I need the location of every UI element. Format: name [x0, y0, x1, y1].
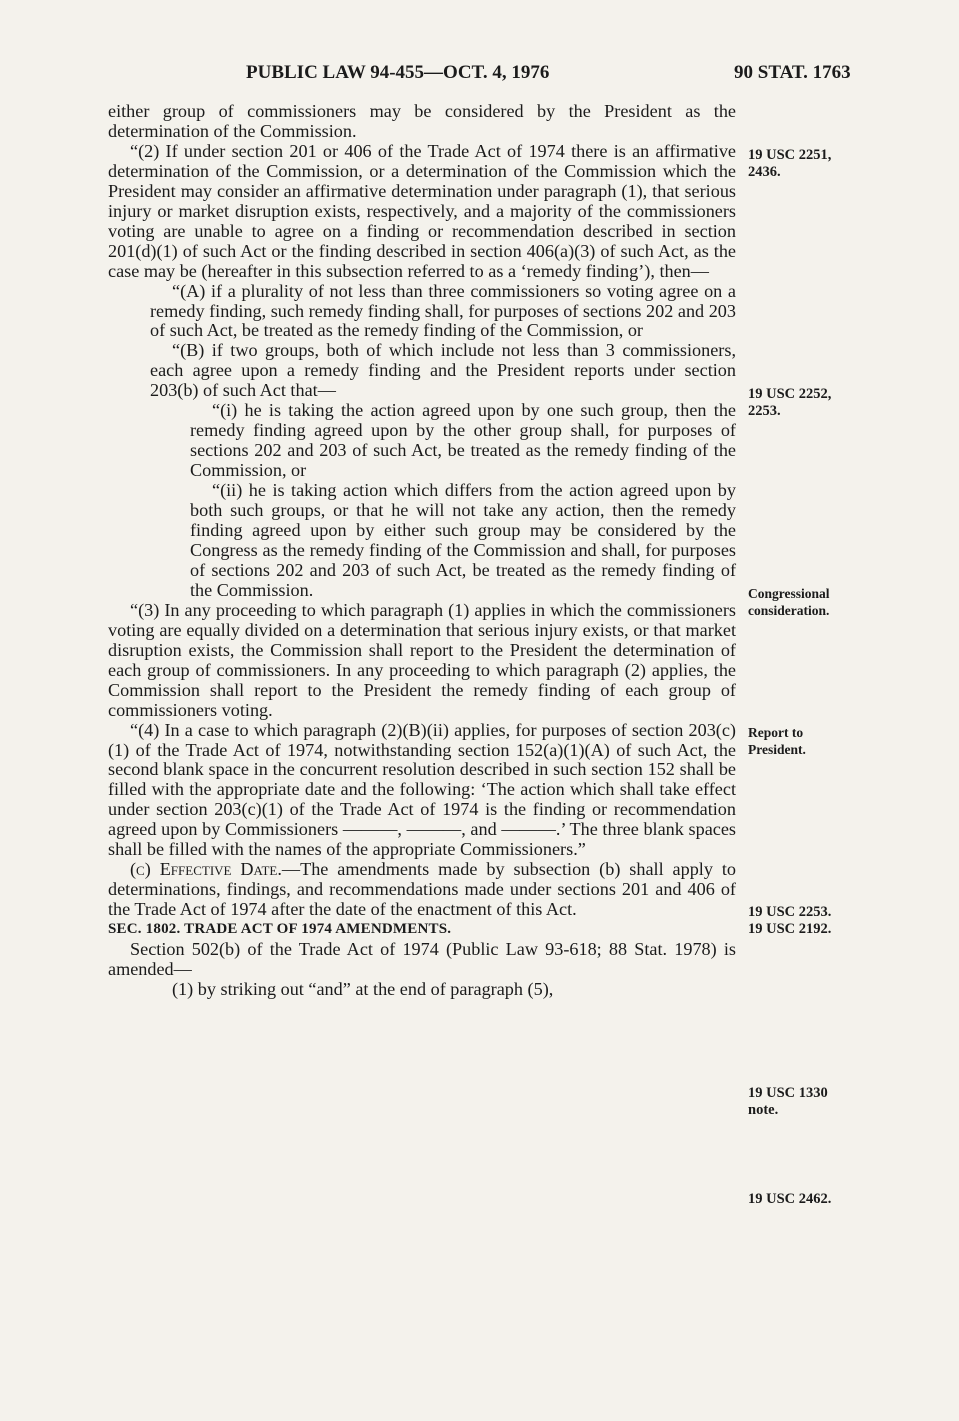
paragraph-4: “(4) In a case to which paragraph (2)(B)(ii) applies, for purposes of section 203(c)(1) of the Trade Act of 1974, notwithstanding section 152(a)(1)(A) of such Act, the second blank space in the concurrent resolution described in such section 152 shall be filled with the appropriate date and the following: ‘The action which shall take effect under section 203(c)(1) of the Trade Act of 1974 is the finding or recommendation agreed upon by Commissioners ———, ———, and ———.’ The three blank spaces shall be filled with the names of the appropriate Commissioners.” [108, 719, 736, 860]
paragraph-2: “(2) If under section 201 or 406 of the Trade Act of 1974 there is an affirmative determination of the Commission, or a determination of the Commission which the President may consider an affirmative determination under paragraph (1), that serious injury or market disruption exists, respectively, and a majority of the commissioners voting are unable to agree on a finding or recommendation described in section 201(d)(1) of such Act or the finding described in section 406(a)(3) of such Act, as the case may be (hereafter in this subsection referred to as a ‘remedy finding’), then— [108, 140, 736, 281]
statute-page-number: 90 STAT. 1763 [734, 62, 851, 83]
margin-note-19-usc-1330: 19 USC 1330 note. [748, 1085, 828, 1118]
paragraph-3: “(3) In any proceeding to which paragraph (1) applies in which the commissioners voting are equally divided on a determination that serious injury exists, or that market disruption exists, the Commission shall report to the President the determination of each group of commissioners. In any proceeding to which paragraph (2) applies, the Commission shall report to the President the remedy finding of each group of commissioners voting. [108, 599, 736, 720]
subsection-c-label: (c) Effective Date. [130, 859, 282, 880]
margin-note-19-usc-2253: 19 USC 2253. 19 USC 2192. [748, 904, 832, 937]
clause-ii: “(ii) he is taking action which differs from the action agreed upon by both such groups, or that he will not take any action, then the remedy finding agreed upon by either such group may be considered by the Congress as the remedy finding of the Commission and shall, for purposes of sections 202 and 203 of such Act, be treated as the remedy finding of the Commission. [190, 480, 736, 600]
margin-note-19-usc-2251: 19 USC 2251, 2436. [748, 147, 832, 180]
subsection-c-text: —The amendments made by subsection (b) shall apply to determinations, findings, and recommendations made under sections 201 and 406 of the Trade Act of 1974 after the date of the enactment of this Act. [108, 859, 736, 920]
running-header-title: PUBLIC LAW 94-455—OCT. 4, 1976 [246, 62, 550, 83]
section-intro: Section 502(b) of the Trade Act of 1974 (Public Law 93-618; 88 Stat. 1978) is amended— [108, 939, 736, 979]
subparagraph-a: “(A) if a plurality of not less than three commissioners so voting agree on a remedy finding, such remedy finding shall, for purposes of sections 202 and 203 of such Act, be treated as the remedy finding of the Commission, or [150, 280, 736, 341]
clause-i: “(i) he is taking the action agreed upon by one such group, then the remedy finding agreed upon by the other group shall, for purposes of sections 202 and 203 of such Act, be treated as the remedy finding of the Commission, or [190, 400, 736, 481]
item-1: (1) by striking out “and” at the end of paragraph (5), [172, 978, 554, 999]
margin-note-19-usc-2252: 19 USC 2252, 2253. [748, 386, 832, 419]
margin-note-report-to-president: Report to President. [748, 725, 806, 757]
section-heading: SEC. 1802. TRADE ACT OF 1974 AMENDMENTS. [108, 921, 452, 938]
paragraph-continuation: either group of commissioners may be considered by the President as the determination of the Commission. [108, 101, 736, 141]
subsection-c [108, 860, 736, 920]
statute-body [108, 102, 736, 1000]
margin-note-congressional-consideration: Congressional consideration. [748, 586, 830, 618]
subparagraph-b: “(B) if two groups, both of which include not less than 3 commissioners, each agree upon a remedy finding and the President reports under section 203(b) of such Act that— [150, 340, 736, 401]
margin-note-19-usc-2462: 19 USC 2462. [748, 1191, 832, 1207]
